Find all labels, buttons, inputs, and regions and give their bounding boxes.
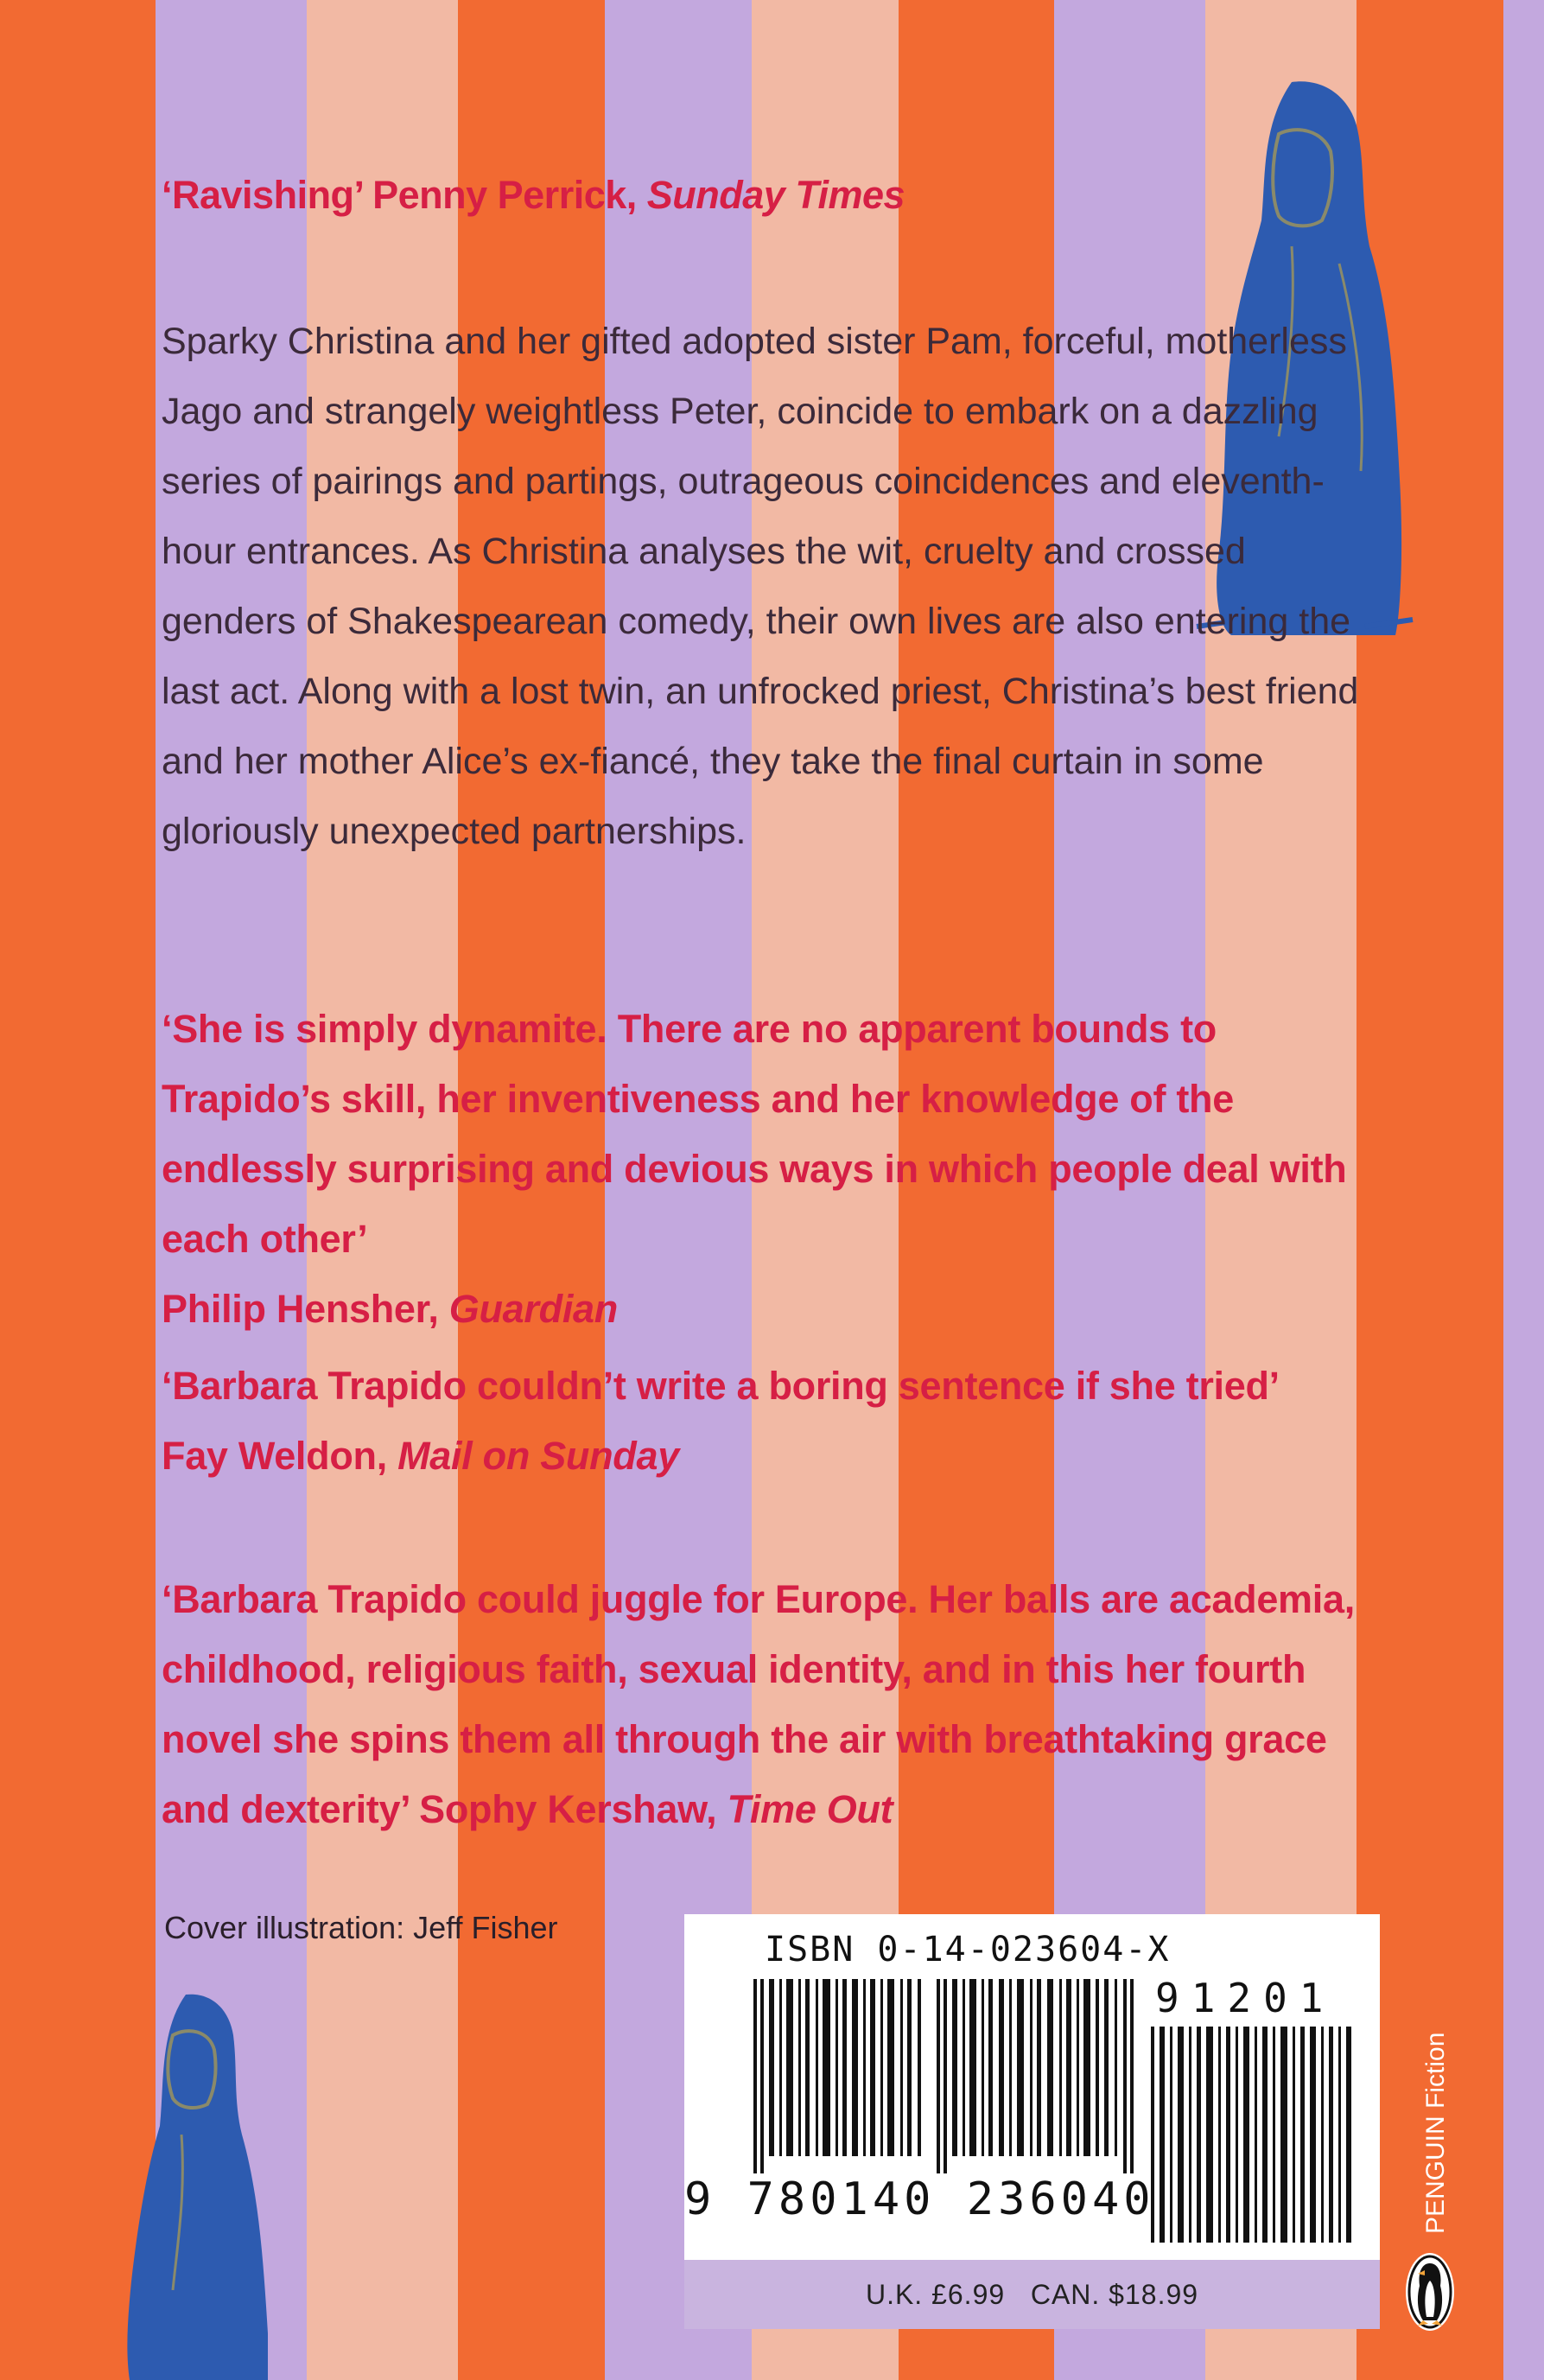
review-3-author: Sophy Kershaw, bbox=[419, 1787, 717, 1831]
ean-barcode bbox=[753, 1979, 1134, 2173]
review-1-publication: Guardian bbox=[448, 1287, 618, 1331]
lead-quote-publication: Sunday Times bbox=[646, 173, 905, 217]
review-1-author: Philip Hensher, bbox=[162, 1287, 439, 1331]
review-2-quote: ‘Barbara Trapido couldn’t write a boring sentence if she tried’ bbox=[162, 1364, 1280, 1408]
cover-illustration-credit: Cover illustration: Jeff Fisher bbox=[164, 1910, 558, 1945]
barcode-panel bbox=[684, 1914, 1380, 2260]
book-blurb: Sparky Christina and her gifted adopted sister Pam, forceful, motherless Jago and strangely weightless Peter, coincide to embark on a dazzling series of pairings and partings, outrageous coincidences and eleventh-hour entrances. As Christina analyses the wit, cruelty and crossed genders of Shakespearean comedy, their own lives are also entering the last act. Along with a lost twin, an unfrocked priest, Christina’s best friend and her mother Alice’s ex-fiancé, they take the final curtain in some gloriously unexpected partnerships. bbox=[162, 321, 1359, 852]
review-3-publication: Time Out bbox=[727, 1787, 893, 1831]
price-label: U.K. £6.99 CAN. $18.99 bbox=[865, 2279, 1199, 2310]
lead-quote-author: Penny Perrick, bbox=[372, 173, 637, 217]
review-2-author: Fay Weldon, bbox=[162, 1434, 387, 1478]
review-3 bbox=[162, 1564, 1371, 1844]
hooded-figure-illustration-bottom bbox=[112, 1988, 285, 2380]
review-1 bbox=[162, 994, 1371, 1344]
ean-number: 9 780140 236040 bbox=[684, 2173, 1155, 2225]
review-1-quote: ‘She is simply dynamite. There are no apparent bounds to Trapido’s skill, her inventiveness and her knowledge of the endlessly surprising and devious ways in which people deal with each other’ bbox=[162, 1007, 1347, 1261]
isbn-label: ISBN 0-14-023604-X bbox=[765, 1930, 1171, 1970]
review-2-publication: Mail on Sunday bbox=[397, 1434, 679, 1478]
lead-review bbox=[162, 173, 1371, 218]
addon-barcode bbox=[1151, 2027, 1358, 2243]
review-3-quote: ‘Barbara Trapido could juggle for Europe. Her balls are academia, childhood, religious faith, sexual identity, and in this her fourth novel she spins them all through the air with breathtaking grace and dexterity’ bbox=[162, 1577, 1355, 1831]
penguin-logo-icon bbox=[1404, 2251, 1456, 2333]
imprint-label: PENGUIN Fiction bbox=[1421, 2032, 1450, 2234]
barcode-addon-number: 91201 bbox=[1155, 1975, 1336, 2021]
price-strip bbox=[684, 2260, 1380, 2329]
lead-quote-text: ‘Ravishing’ bbox=[162, 173, 363, 217]
review-2 bbox=[162, 1351, 1371, 1491]
